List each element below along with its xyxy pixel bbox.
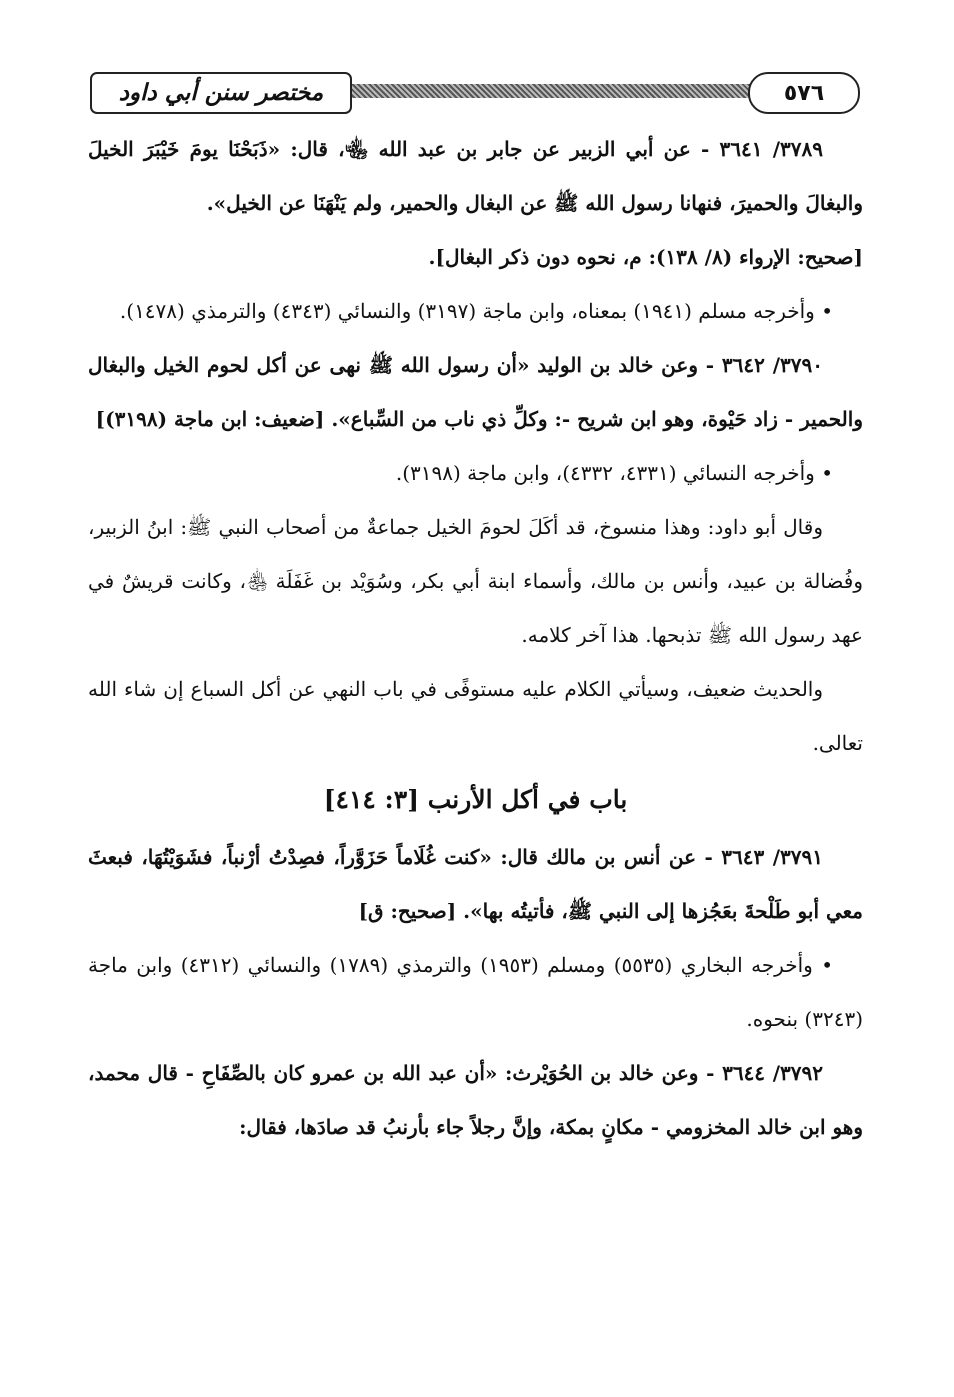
hadith-3789 xyxy=(88,122,863,230)
book-title: مختصر سنن أبي داود xyxy=(118,80,324,106)
book-title-box xyxy=(90,72,352,114)
hadith-text: - عن أنس بن مالك قال: «كنت غُلَاماً حَزَوَّراً، فصِدْتُ أرْنباً، فشَوَيْتُهَا، فبعثَ معي أبو طَلْحةَ بعَجُزها إلى النبي ﷺ، فأتيتُه بها». [صحيح: ق] xyxy=(88,845,863,923)
hadith-number: ٣٧٩١/ ٣٦٤٣ xyxy=(721,845,823,869)
page-content xyxy=(88,122,863,1154)
commentary-paragraph: والحديث ضعيف، وسيأتي الكلام عليه مستوفًى في باب النهي عن أكل السباع إن شاء الله تعالى. xyxy=(88,677,863,755)
takhrij-note: • وأخرجه النسائي (٤٣٣١، ٤٣٣٢)، وابن ماجة (٣١٩٨). xyxy=(395,461,833,485)
page-number-box xyxy=(748,72,860,114)
hadith-3791 xyxy=(88,830,863,938)
hadith-number: ٣٧٨٩/ ٣٦٤١ xyxy=(719,137,823,161)
page-header xyxy=(90,72,860,118)
page-number: ٥٧٦ xyxy=(783,80,825,106)
hadith-grading: [صحيح: الإرواء (٨/ ١٣٨): م، نحوه دون ذكر البغال]. xyxy=(428,245,863,269)
hadith-3792 xyxy=(88,1046,863,1154)
hadith-number: ٣٧٩٠/ ٣٦٤٢ xyxy=(721,353,823,377)
hadith-3790 xyxy=(88,338,863,446)
hadith-text: - عن أبي الزبير عن جابر بن عبد الله ﵄، قال: «ذَبَحْنَا يومَ خَيْبَرَ الخيلَ والبغالَ والحميرَ، فنهانا رسول الله ﷺ عن البغال والحمير، ولم يَنْهَنَا عن الخيل». xyxy=(88,137,863,215)
chapter-heading: باب في أكل الأرنب [٣: ٤١٤] xyxy=(323,785,628,814)
takhrij-note: • وأخرجه البخاري (٥٥٣٥) ومسلم (١٩٥٣) والترمذي (١٧٨٩) والنسائي (٤٣١٢) وابن ماجة (٣٢٤٣) بنحوه. xyxy=(88,953,863,1031)
takhrij-note: • وأخرجه مسلم (١٩٤١) بمعناه، وابن ماجة (٣١٩٧) والنسائي (٤٣٤٣) والترمذي (١٤٧٨). xyxy=(119,299,833,323)
commentary-paragraph: وقال أبو داود: وهذا منسوخ، قد أكَلَ لحومَ الخيل جماعةٌ من أصحاب النبي ﷺ: ابنُ الزبير، وفُضالة بن عبيد، وأنس بن مالك، وأسماء ابنة أبي بكر، وسُوَيْد بن غَفَلَة ﵃، وكانت قريشٌ في عهد رسول الله ﷺ تذبحها. هذا آخر كلامه. xyxy=(88,515,863,647)
hadith-number: ٣٧٩٢/ ٣٦٤٤ xyxy=(722,1061,823,1085)
hadith-text: - وعن خالد بن الوليد «أن رسول الله ﷺ نهى عن أكل لحوم الخيل والبغال والحمير - زاد حَيْوة، وهو ابن شريح -: وكلِّ ذي ناب من السِّباع». [ضعيف: ابن ماجة (٣١٩٨)] xyxy=(88,353,863,431)
hadith-text: - وعن خالد بن الحُوَيْرث: «أن عبد الله بن عمرو كان بالصِّفَاحِ - قال محمد، وهو ابن خالد المخزومي - مكانٍ بمكة، وإنَّ رجلاً جاء بأرنبُ قد صادَها، فقال: xyxy=(88,1061,863,1139)
